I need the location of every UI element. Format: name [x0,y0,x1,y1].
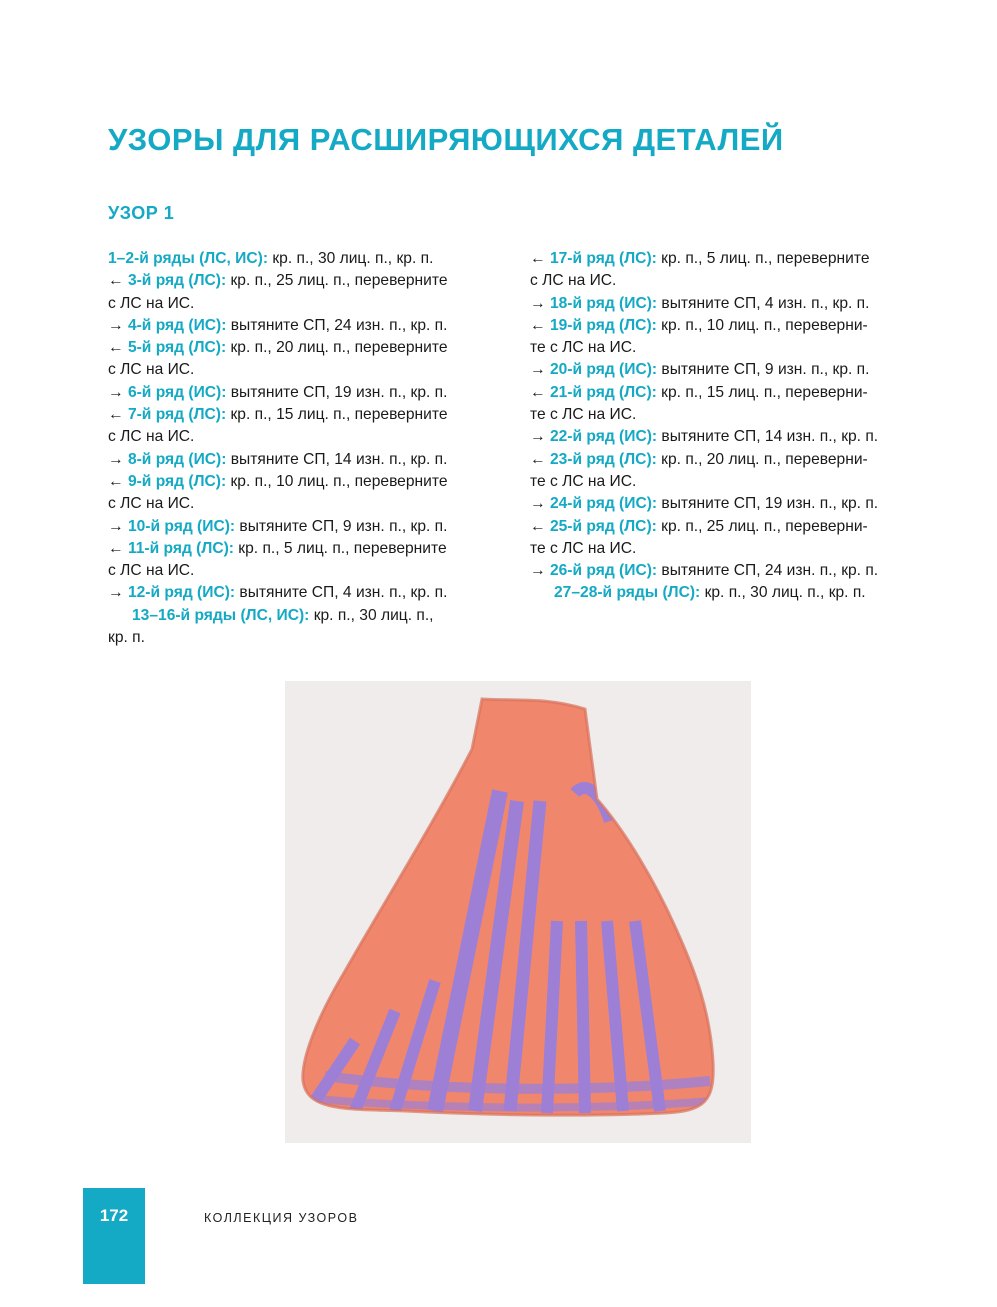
row-label: 3-й ряд (ЛС): [127,272,227,290]
row-instruction: кр. п., 25 лиц. п., переверните [226,272,448,290]
instruction-line [108,426,508,448]
direction-arrow: → [530,294,550,312]
instruction-line [108,605,508,627]
instruction-line [108,560,508,582]
row-instruction: кр. п., 30 лиц. п., кр. п. [700,584,866,602]
row-label: 22-й ряд (ИС): [549,428,658,446]
page-number: 172 [99,1206,129,1225]
instruction-line [108,382,508,404]
instruction-line [108,270,508,292]
row-instruction: с ЛС на ИС. [108,562,195,580]
row-label: 24-й ряд (ИС): [549,495,658,513]
direction-arrow: ← [108,472,128,490]
instruction-line [530,582,940,604]
instruction-line [530,538,940,560]
direction-arrow: ← [108,406,128,424]
row-instruction: кр. п., 5 лиц. п., переверните [656,250,870,267]
row-instruction: кр. п., 30 лиц. п., кр. п. [268,250,434,267]
row-instruction: вытяните СП, 14 изн. п., кр. п. [657,428,879,446]
row-instruction: те с ЛС на ИС. [530,539,637,557]
instruction-line [530,404,940,426]
row-label: 6-й ряд (ИС): [127,383,227,401]
instruction-line [530,248,940,270]
knitted-swatch-photo [285,681,751,1143]
row-instruction: с ЛС на ИС. [530,272,617,290]
instruction-line [108,404,508,426]
row-label: 5-й ряд (ЛС): [127,339,227,357]
row-instruction: вытяните СП, 14 изн. п., кр. п. [226,450,448,468]
instruction-line [108,248,508,270]
row-label: 25-й ряд (ЛС): [549,517,657,535]
direction-arrow: ← [530,383,550,401]
row-instruction: те с ЛС на ИС. [530,406,637,424]
row-label: 20-й ряд (ИС): [549,361,658,379]
row-instruction: вытяните СП, 4 изн. п., кр. п. [657,294,870,312]
direction-arrow: ← [108,272,128,290]
row-label: 27–28-й ряды (ЛС): [554,584,701,602]
row-label: 17-й ряд (ЛС): [549,250,657,267]
knitted-swatch-illustration [285,681,751,1143]
instruction-line [530,382,940,404]
direction-arrow: ← [530,450,550,468]
instruction-line [108,493,508,515]
instruction-line [108,293,508,315]
instruction-line [530,449,940,471]
row-instruction: вытяните СП, 19 изн. п., кр. п. [226,383,448,401]
row-label: 1–2-й ряды (ЛС, ИС): [108,250,269,267]
direction-arrow: → [108,584,128,602]
direction-arrow: → [530,361,550,379]
row-instruction: вытяните СП, 9 изн. п., кр. п. [235,517,448,535]
instruction-line [530,293,940,315]
row-label: 8-й ряд (ИС): [127,450,227,468]
instruction-line [108,359,508,381]
page-heading: УЗОРЫ ДЛЯ РАСШИРЯЮЩИХСЯ ДЕТАЛЕЙ [108,122,784,157]
row-instruction: кр. п., 10 лиц. п., переверни- [656,316,868,334]
instruction-line [108,627,508,649]
row-label: 18-й ряд (ИС): [549,294,658,312]
row-label: 21-й ряд (ЛС): [549,383,657,401]
row-label: 19-й ряд (ЛС): [549,316,657,334]
row-instruction: те с ЛС на ИС. [530,472,637,490]
row-instruction: кр. п., 5 лиц. п., переверните [233,539,447,557]
instruction-line [530,493,940,515]
row-instruction: кр. п., 15 лиц. п., переверни- [656,383,868,401]
row-instruction: вытяните СП, 19 изн. п., кр. п. [657,495,879,513]
row-label: 12-й ряд (ИС): [127,584,236,602]
direction-arrow: ← [530,316,550,334]
row-label: 9-й ряд (ЛС): [127,472,227,490]
row-instruction: кр. п., 15 лиц. п., переверните [226,406,448,424]
row-instruction: кр. п., 20 лиц. п., переверните [226,339,448,357]
row-label: 13–16-й ряды (ЛС, ИС): [132,606,310,624]
instruction-line [108,582,508,604]
row-instruction: кр. п., 30 лиц. п., [309,606,434,624]
instruction-line [530,337,940,359]
instruction-line [530,426,940,448]
pattern-title: УЗОР 1 [108,203,175,223]
direction-arrow: ← [108,539,128,557]
row-label: 26-й ряд (ИС): [549,562,658,580]
row-instruction: кр. п., 10 лиц. п., переверните [226,472,448,490]
instructions-right-column [530,248,940,605]
direction-arrow: → [108,450,128,468]
row-instruction: вытяните СП, 4 изн. п., кр. п. [235,584,448,602]
direction-arrow: → [530,428,550,446]
page-number-tab [83,1188,145,1284]
direction-arrow: ← [530,517,550,535]
row-instruction: кр. п., 25 лиц. п., переверни- [656,517,868,535]
direction-arrow: → [530,495,550,513]
instruction-line [530,359,940,381]
row-label: 23-й ряд (ЛС): [549,450,657,468]
instruction-line [530,315,940,337]
instruction-line [108,516,508,538]
row-instruction: вытяните СП, 9 изн. п., кр. п. [657,361,870,379]
direction-arrow: ← [108,339,128,357]
instruction-line [108,337,508,359]
footer-section-title: КОЛЛЕКЦИЯ УЗОРОВ [204,1211,359,1225]
direction-arrow: → [108,517,128,535]
row-instruction: с ЛС на ИС. [108,361,195,379]
instructions-left-column [108,248,508,649]
instruction-line [530,471,940,493]
direction-arrow: → [108,383,128,401]
row-instruction: кр. п. [108,629,145,647]
row-instruction: с ЛС на ИС. [108,428,195,446]
row-label: 4-й ряд (ИС): [127,316,227,334]
row-label: 7-й ряд (ЛС): [127,406,227,424]
row-instruction: с ЛС на ИС. [108,495,195,513]
direction-arrow: ← [530,250,550,267]
instruction-line [530,560,940,582]
instruction-line [108,315,508,337]
direction-arrow: → [108,316,128,334]
row-instruction: те с ЛС на ИС. [530,339,637,357]
row-instruction: вытяните СП, 24 изн. п., кр. п. [226,316,448,334]
row-instruction: кр. п., 20 лиц. п., переверни- [656,450,868,468]
row-label: 10-й ряд (ИС): [127,517,236,535]
row-instruction: вытяните СП, 24 изн. п., кр. п. [657,562,879,580]
row-label: 11-й ряд (ЛС): [127,539,234,557]
instruction-line [108,471,508,493]
instruction-line [530,516,940,538]
instruction-line [108,538,508,560]
row-instruction: с ЛС на ИС. [108,294,195,312]
direction-arrow: → [530,562,550,580]
instruction-line [108,449,508,471]
instruction-line [530,270,940,292]
